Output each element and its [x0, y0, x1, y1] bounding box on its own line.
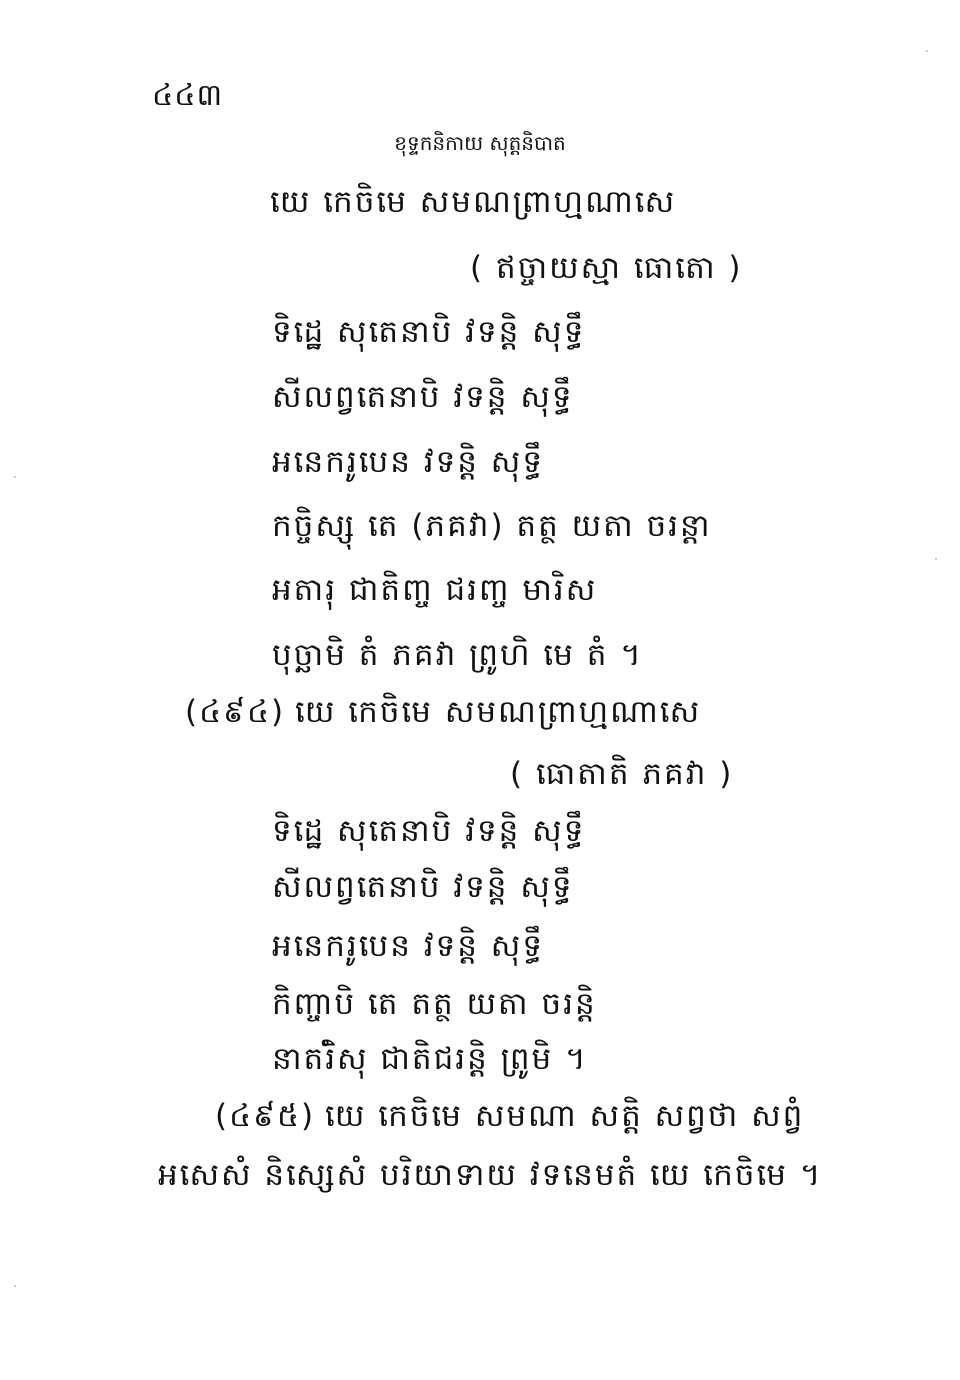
verse-text: កច្ចិស្សុ តេ (ភគវា) តត្ថ យតា ចរន្តា	[272, 508, 712, 544]
scan-speck	[14, 1285, 16, 1287]
verse-text: យេ កេចិមេ សមណព្រាហ្មណាសេ	[270, 184, 677, 220]
verse-line	[272, 985, 597, 1030]
verse-text: អតារុ ជាតិញ្ច ជរញ្ច មារិស	[272, 572, 598, 608]
scan-speck	[935, 558, 937, 560]
verse-text: បុច្ឆាមិ តំ ភគវា ព្រូហិ មេ តំ ។	[272, 637, 643, 673]
verse-line	[272, 443, 544, 488]
verse-text: អសេសំ និស្សេសំ បរិយាទាយ វទនេមតំ យេ កេចិមេ ។	[158, 1157, 823, 1193]
verse-line	[510, 755, 733, 800]
verse-line	[272, 1040, 588, 1085]
scan-speck	[926, 50, 928, 52]
verse-text: ទិដ្ឋេ សុតេនាបិ វទន្តិ សុទ្ធឹ	[272, 314, 586, 350]
verse-line	[272, 636, 643, 681]
verse-line	[272, 927, 544, 972]
verse-text: យេ កេចិមេ សមណព្រាហ្មណាសេ	[295, 694, 702, 730]
verse-number: (៤៩៥)	[215, 1098, 316, 1134]
verse-number: (៤៩៤)	[185, 694, 286, 730]
verse-text: អនេករូបេន វទន្តិ សុទ្ធឹ	[272, 928, 545, 964]
verse-line	[470, 249, 743, 294]
verse-line	[158, 1156, 822, 1201]
verse-text: ទិដ្ឋេ សុតេនាបិ វទន្តិ សុទ្ធឹ	[272, 813, 586, 849]
verse-line	[272, 507, 712, 552]
verse-line	[270, 183, 676, 228]
page-number: ៤៤៣	[152, 78, 224, 113]
running-head: ខុទ្ទកនិកាយ សុត្តនិបាត	[394, 131, 566, 155]
verse-line	[272, 571, 597, 616]
verse-text: កិញ្ចាបិ តេ តត្ថ យតា ចរន្តិ	[272, 986, 597, 1022]
verse-text: ( ធោតាតិ ភគវា )	[510, 756, 734, 792]
verse-line	[215, 1097, 804, 1142]
verse-line	[272, 868, 574, 913]
verse-line	[272, 378, 574, 423]
verse-text: នាតរិំសុ ជាតិជរន្តិ ព្រូមិ ។	[272, 1041, 588, 1077]
verse-text: យេ កេចិមេ សមណា សត្តិ សព្វថា សព្វំ	[325, 1098, 805, 1134]
verse-text: ( ឥច្ចាយស្មា ធោតោ )	[470, 250, 743, 286]
verse-text: អនេករូបេន វទន្តិ សុទ្ធឹ	[272, 444, 545, 480]
verse-line	[185, 693, 701, 738]
scan-speck	[14, 476, 16, 478]
verse-text: សីលព្វតេនាបិ វទន្តិ សុទ្ធឹ	[272, 869, 574, 905]
verse-text: សីលព្វតេនាបិ វទន្តិ សុទ្ធឹ	[272, 379, 574, 415]
verse-line	[272, 812, 585, 857]
verse-line	[272, 313, 585, 358]
